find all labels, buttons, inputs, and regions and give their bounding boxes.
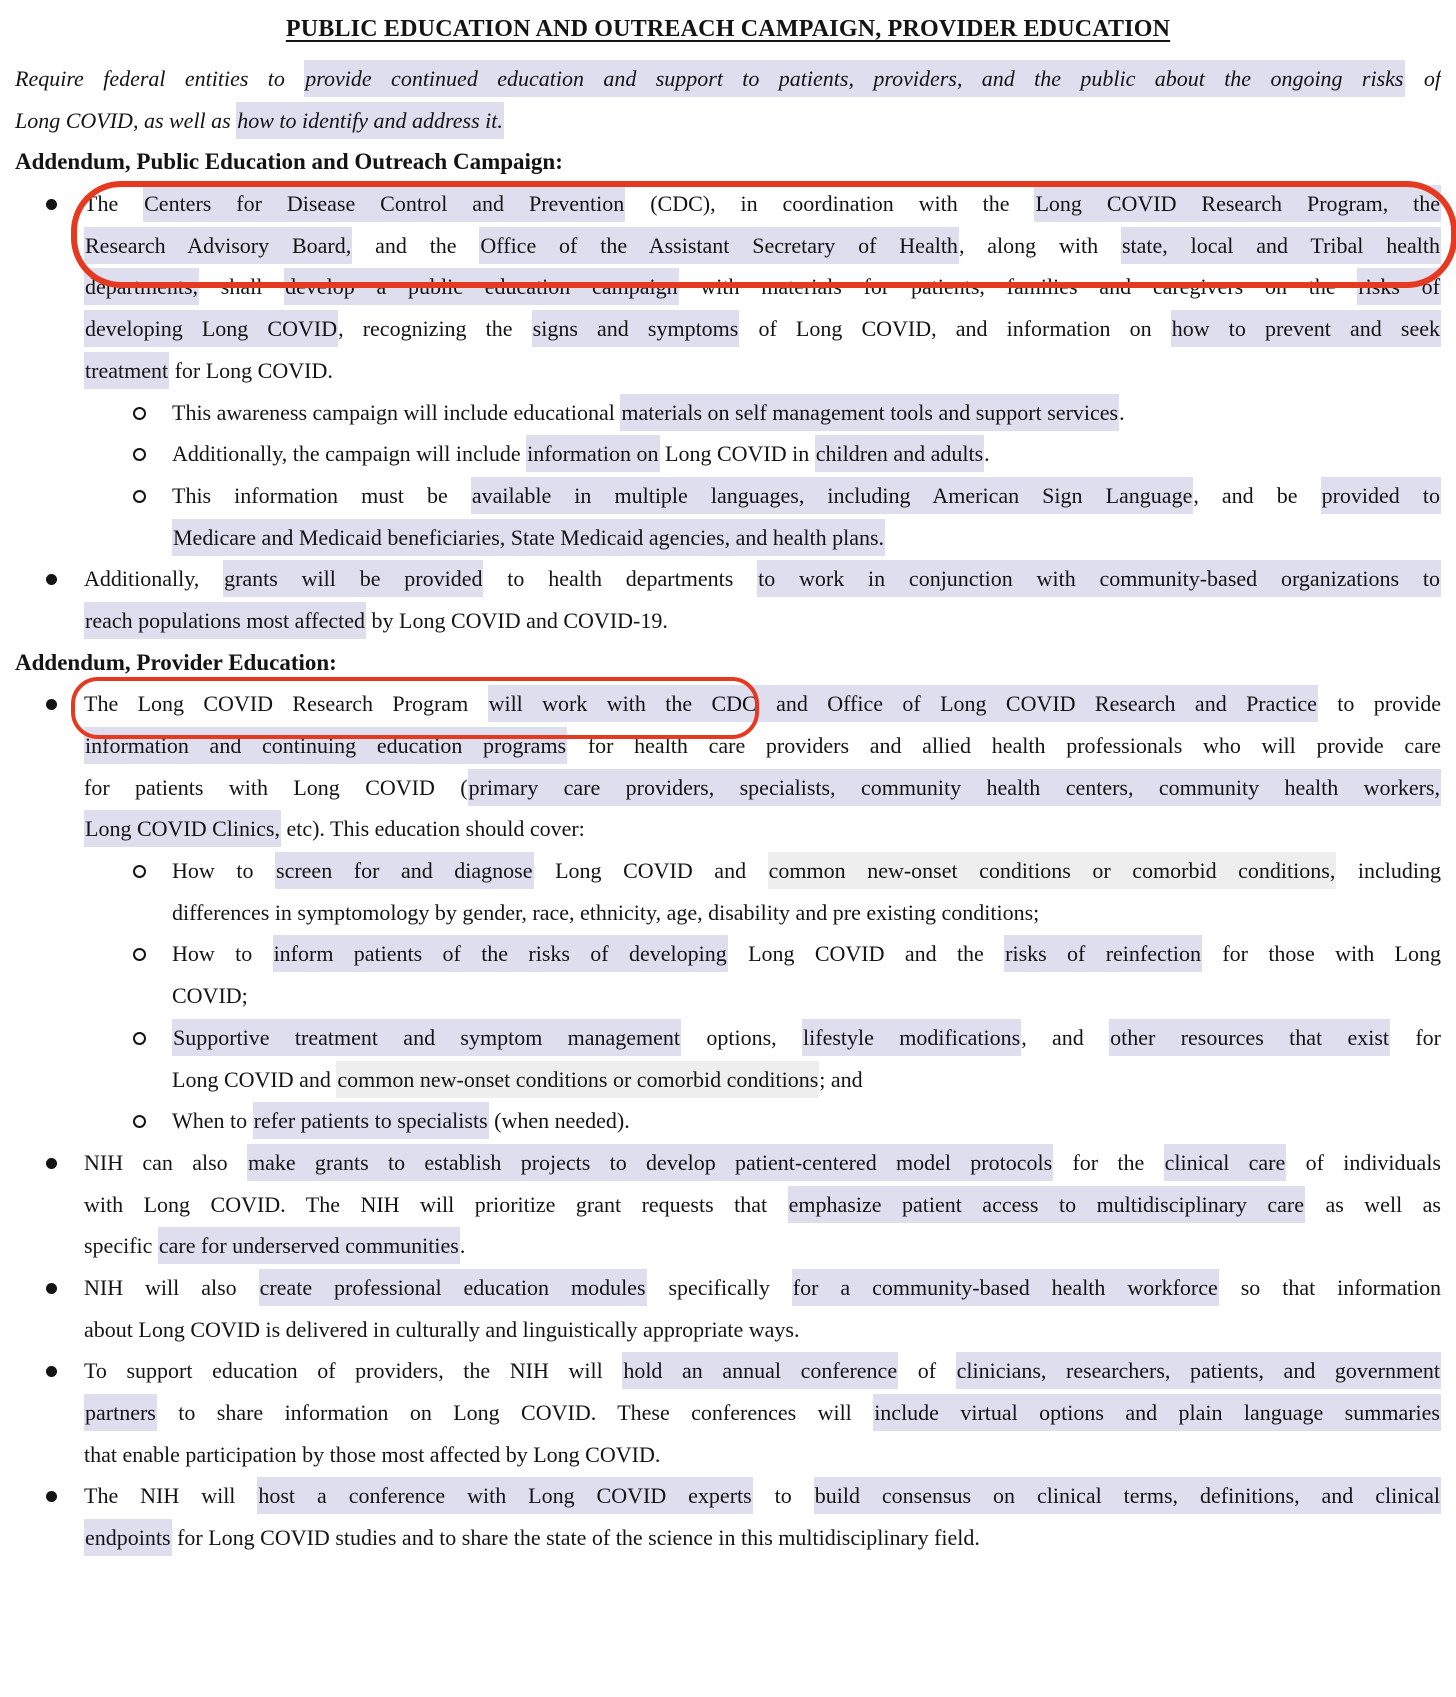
text-segment: etc). This education should cover: xyxy=(280,816,585,842)
highlighted-text-lavender: screen for and diagnose xyxy=(275,852,534,889)
section-heading-provider-education xyxy=(15,642,1441,684)
text-line xyxy=(172,1017,1441,1059)
highlighted-text-lavender: clinical care xyxy=(1164,1144,1287,1181)
highlighted-text-lavender: materials on self management tools and support services xyxy=(620,394,1119,431)
highlighted-text-lavender: will work with the CDC and Office of Long COVID Research and Practice xyxy=(488,685,1318,722)
text-segment: about Long COVID is delivered in culturally and linguistically appropriate ways. xyxy=(84,1316,800,1342)
text-line xyxy=(84,683,1441,725)
text-line xyxy=(84,600,1441,642)
subbullet-supportive-treatment xyxy=(172,1017,1441,1100)
highlighted-text-lavender: refer patients to specialists xyxy=(253,1102,489,1139)
highlighted-text-lavender: Long COVID Clinics, xyxy=(84,810,281,847)
highlighted-text-gray: common new-onset conditions or comorbid conditions xyxy=(336,1061,819,1098)
text-segment: for Long COVID. xyxy=(169,357,333,383)
highlighted-text-lavender: host a conference with Long COVID experts xyxy=(257,1477,752,1514)
bullet-dot-icon xyxy=(46,699,57,710)
bullet-dot-icon xyxy=(46,199,57,210)
text-segment: to health departments xyxy=(483,566,758,592)
text-segment: Additionally, the campaign will include xyxy=(172,441,527,467)
highlighted-text-lavender: children and adults xyxy=(815,435,984,472)
text-segment: specifically xyxy=(646,1274,792,1300)
text-line xyxy=(172,392,1441,434)
text-segment: Addendum, Provider Education: xyxy=(15,649,337,675)
text-segment: differences in symptomology by gender, race, ethnicity, age, disability and pre existing conditions; xyxy=(172,899,1040,925)
highlighted-text-lavender: build consensus on clinical terms, definitions, and clinical xyxy=(814,1477,1441,1514)
text-line xyxy=(84,266,1441,308)
text-segment: Addendum, Public Education and Outreach Campaign: xyxy=(15,149,563,175)
bullet-nih-grants xyxy=(84,1142,1441,1267)
text-segment: This awareness campaign will include educational xyxy=(172,399,621,425)
sub-bullet-circle-icon xyxy=(133,448,146,461)
text-segment: . xyxy=(1119,399,1125,425)
text-line xyxy=(84,808,1441,850)
text-segment: of Long COVID, and information on xyxy=(739,316,1171,342)
text-line xyxy=(84,1517,1441,1559)
text-line xyxy=(15,642,1441,684)
text-segment: as well as xyxy=(1305,1191,1441,1217)
text-segment: Long COVID and xyxy=(172,1066,337,1092)
text-segment: COVID; xyxy=(172,983,248,1009)
text-segment: of xyxy=(898,1358,956,1384)
highlighted-text-lavender: endpoints xyxy=(84,1519,172,1556)
text-segment: ; and xyxy=(819,1066,863,1092)
text-segment: by Long COVID and COVID-19. xyxy=(366,607,668,633)
text-segment: (CDC), in coordination with the xyxy=(625,191,1035,217)
text-segment: shall xyxy=(199,274,285,300)
text-segment: for the xyxy=(1053,1149,1164,1175)
bullet-nih-education-modules xyxy=(84,1267,1441,1350)
highlighted-text-lavender: create professional education modules xyxy=(259,1269,647,1306)
text-line xyxy=(172,1059,1441,1101)
subbullet-languages xyxy=(172,475,1441,558)
highlighted-text-lavender: include virtual options and plain language summaries xyxy=(873,1394,1441,1431)
text-segment: Long COVID, as well as xyxy=(15,107,237,133)
text-segment: for Long COVID studies and to share the state of the science in this multidisciplinary field. xyxy=(171,1525,980,1551)
sub-bullet-circle-icon xyxy=(133,1032,146,1045)
text-segment: , recognizing the xyxy=(338,316,532,342)
text-segment: for health care providers and allied health professionals who will provide care xyxy=(567,733,1441,758)
sub-bullet-circle-icon xyxy=(133,407,146,420)
text-segment: to provide xyxy=(1317,691,1441,717)
text-segment: with materials for patients, families and caregivers on the xyxy=(678,274,1358,300)
highlighted-text-lavender: make grants to establish projects to develop patient-centered model protocols xyxy=(247,1144,1053,1181)
bullet-consensus-conference xyxy=(84,1475,1441,1558)
document-body xyxy=(0,58,1456,1559)
text-segment: . xyxy=(984,441,990,467)
sub-bullet-circle-icon xyxy=(133,1115,146,1128)
text-line xyxy=(15,141,1441,183)
highlighted-text-lavender: information and continuing education programs xyxy=(84,727,567,764)
text-line xyxy=(84,1225,1441,1267)
text-line xyxy=(172,933,1441,975)
text-line xyxy=(84,1184,1441,1226)
highlighted-text-lavender: provided to xyxy=(1321,477,1441,514)
text-segment: Long COVID and the xyxy=(727,941,1005,967)
text-segment: to share information on Long COVID. These conferences will xyxy=(156,1400,874,1425)
sub-bullet-circle-icon xyxy=(133,490,146,503)
text-segment: and the xyxy=(352,232,480,258)
text-segment: to xyxy=(752,1483,814,1509)
text-line xyxy=(84,308,1441,350)
text-line xyxy=(172,975,1441,1017)
text-segment: How to xyxy=(172,941,273,967)
text-segment: for patients with Long COVID ( xyxy=(84,774,468,800)
bullet-dot-icon xyxy=(46,1158,57,1169)
highlighted-text-lavender: primary care providers, specialists, community health centers, community health workers, xyxy=(468,769,1441,806)
subbullet-children-adults xyxy=(172,433,1441,475)
highlighted-text-lavender: partners xyxy=(84,1394,157,1431)
bullet-research-program-cdc xyxy=(84,683,1441,850)
text-segment: This information must be xyxy=(172,482,471,508)
text-segment: When to xyxy=(172,1108,253,1134)
text-segment: specific xyxy=(84,1233,158,1259)
highlighted-text-lavender: how to identify and address it. xyxy=(236,102,504,139)
text-line xyxy=(172,850,1441,892)
text-line xyxy=(84,1142,1441,1184)
text-segment: , and be xyxy=(1193,482,1321,508)
highlighted-text-lavender: Medicare and Medicaid beneficiaries, State Medicaid agencies, and health plans. xyxy=(172,519,885,556)
text-line xyxy=(84,767,1441,809)
text-line xyxy=(172,892,1441,934)
text-line xyxy=(15,100,1441,142)
highlighted-text-lavender: clinicians, researchers, patients, and government xyxy=(956,1352,1441,1389)
highlighted-text-lavender: care for underserved communities xyxy=(158,1227,460,1264)
text-segment: The NIH will xyxy=(84,1483,258,1509)
text-segment: of individuals xyxy=(1286,1149,1441,1175)
highlighted-text-lavender: emphasize patient access to multidisciplinary care xyxy=(788,1186,1305,1223)
bullet-annual-conference xyxy=(84,1350,1441,1475)
section-heading-public-education xyxy=(15,141,1441,183)
bullet-grants-health-departments xyxy=(84,558,1441,641)
highlighted-text-lavender: lifestyle modifications xyxy=(802,1019,1021,1056)
highlighted-text-lavender: signs and symptoms xyxy=(532,310,740,347)
highlighted-text-lavender: how to prevent and seek xyxy=(1171,310,1441,347)
highlighted-text-lavender: other resources that exist xyxy=(1109,1019,1390,1056)
highlighted-text-lavender: to work in conjunction with community-based organizations to xyxy=(757,560,1441,597)
sub-bullet-circle-icon xyxy=(133,865,146,878)
highlighted-text-lavender: risks of reinfection xyxy=(1004,935,1202,972)
text-segment: Require federal entities to xyxy=(15,66,305,91)
highlighted-text-lavender: developing Long COVID xyxy=(84,310,338,347)
bullet-dot-icon xyxy=(46,1283,57,1294)
text-segment: NIH will also xyxy=(84,1274,259,1300)
subbullet-awareness-campaign xyxy=(172,392,1441,434)
text-line xyxy=(15,58,1441,100)
text-line xyxy=(84,183,1441,225)
bullet-dot-icon xyxy=(46,574,57,585)
highlighted-text-lavender: departments, xyxy=(84,268,199,305)
text-segment: for those with Long xyxy=(1202,941,1441,967)
text-segment: for xyxy=(1390,1024,1441,1050)
text-line xyxy=(84,1309,1441,1351)
text-segment: NIH can also xyxy=(84,1149,247,1175)
bullet-dot-icon xyxy=(46,1366,57,1377)
text-line xyxy=(172,433,1441,475)
highlighted-text-lavender: reach populations most affected xyxy=(84,602,366,639)
highlighted-text-lavender: for a community-based health workforce xyxy=(792,1269,1219,1306)
text-line xyxy=(172,517,1441,559)
highlighted-text-lavender: grants will be provided xyxy=(223,560,483,597)
text-segment: To support education of providers, the NIH will xyxy=(84,1358,623,1384)
text-line xyxy=(84,350,1441,392)
text-segment: , along with xyxy=(958,232,1121,258)
text-line xyxy=(172,1100,1441,1142)
highlighted-text-lavender: Office of the Assistant Secretary of Health xyxy=(479,227,959,264)
sub-bullet-circle-icon xyxy=(133,948,146,961)
highlighted-text-lavender: treatment xyxy=(84,352,169,389)
text-segment: of xyxy=(1404,66,1441,91)
highlighted-text-lavender: Long COVID Research Program, the xyxy=(1034,185,1441,222)
bullet-cdc-campaign xyxy=(84,183,1441,391)
subbullet-inform-patients xyxy=(172,933,1441,1016)
text-segment: with Long COVID. The NIH will prioritize grant requests that xyxy=(84,1191,788,1217)
document-title: PUBLIC EDUCATION AND OUTREACH CAMPAIGN, PROVIDER EDUCATION xyxy=(285,16,1171,42)
text-segment: The Long COVID Research Program xyxy=(84,691,488,717)
highlighted-text-lavender: risks of xyxy=(1357,268,1441,305)
text-segment: including xyxy=(1336,858,1441,884)
text-line xyxy=(84,1475,1441,1517)
text-segment: . xyxy=(459,1233,466,1259)
text-line xyxy=(84,725,1441,767)
intro-paragraph xyxy=(15,58,1441,141)
text-segment: The xyxy=(84,191,144,217)
subbullet-refer-specialists xyxy=(172,1100,1441,1142)
highlighted-text-lavender: information on xyxy=(526,435,659,472)
text-line xyxy=(84,1434,1441,1476)
text-line xyxy=(84,225,1441,267)
text-line xyxy=(84,558,1441,600)
text-segment: that enable participation by those most affected by Long COVID. xyxy=(84,1441,661,1467)
highlighted-text-lavender: state, local and Tribal health xyxy=(1121,227,1441,264)
highlighted-text-lavender: available in multiple languages, including American Sign Language xyxy=(471,477,1194,514)
highlighted-text-lavender: provide continued education and support to patients, providers, and the public about the ongoing risks xyxy=(304,60,1404,97)
highlighted-text-lavender: Research Advisory Board, xyxy=(84,227,352,264)
highlighted-text-gray: common new-onset conditions or comorbid conditions, xyxy=(768,852,1337,889)
text-segment: Long COVID and xyxy=(533,858,768,884)
subbullet-screen-diagnose xyxy=(172,850,1441,933)
highlighted-text-lavender: inform patients of the risks of developing xyxy=(273,935,728,972)
highlighted-text-lavender: develop a public education campaign xyxy=(284,268,678,305)
text-line xyxy=(172,475,1441,517)
text-segment: so that information xyxy=(1218,1274,1441,1300)
text-line xyxy=(84,1392,1441,1434)
highlighted-text-lavender: Centers for Disease Control and Prevention xyxy=(143,185,625,222)
text-segment: How to xyxy=(172,858,276,884)
text-segment: Additionally, xyxy=(84,566,224,592)
text-segment: , and xyxy=(1021,1024,1110,1050)
text-segment: options, xyxy=(681,1024,803,1050)
text-line xyxy=(84,1350,1441,1392)
bullet-dot-icon xyxy=(46,1491,57,1502)
text-line xyxy=(84,1267,1441,1309)
highlighted-text-lavender: hold an annual conference xyxy=(622,1352,898,1389)
text-segment: (when needed). xyxy=(488,1108,630,1134)
highlighted-text-lavender: Supportive treatment and symptom management xyxy=(172,1019,681,1056)
text-segment: Long COVID in xyxy=(659,441,815,467)
